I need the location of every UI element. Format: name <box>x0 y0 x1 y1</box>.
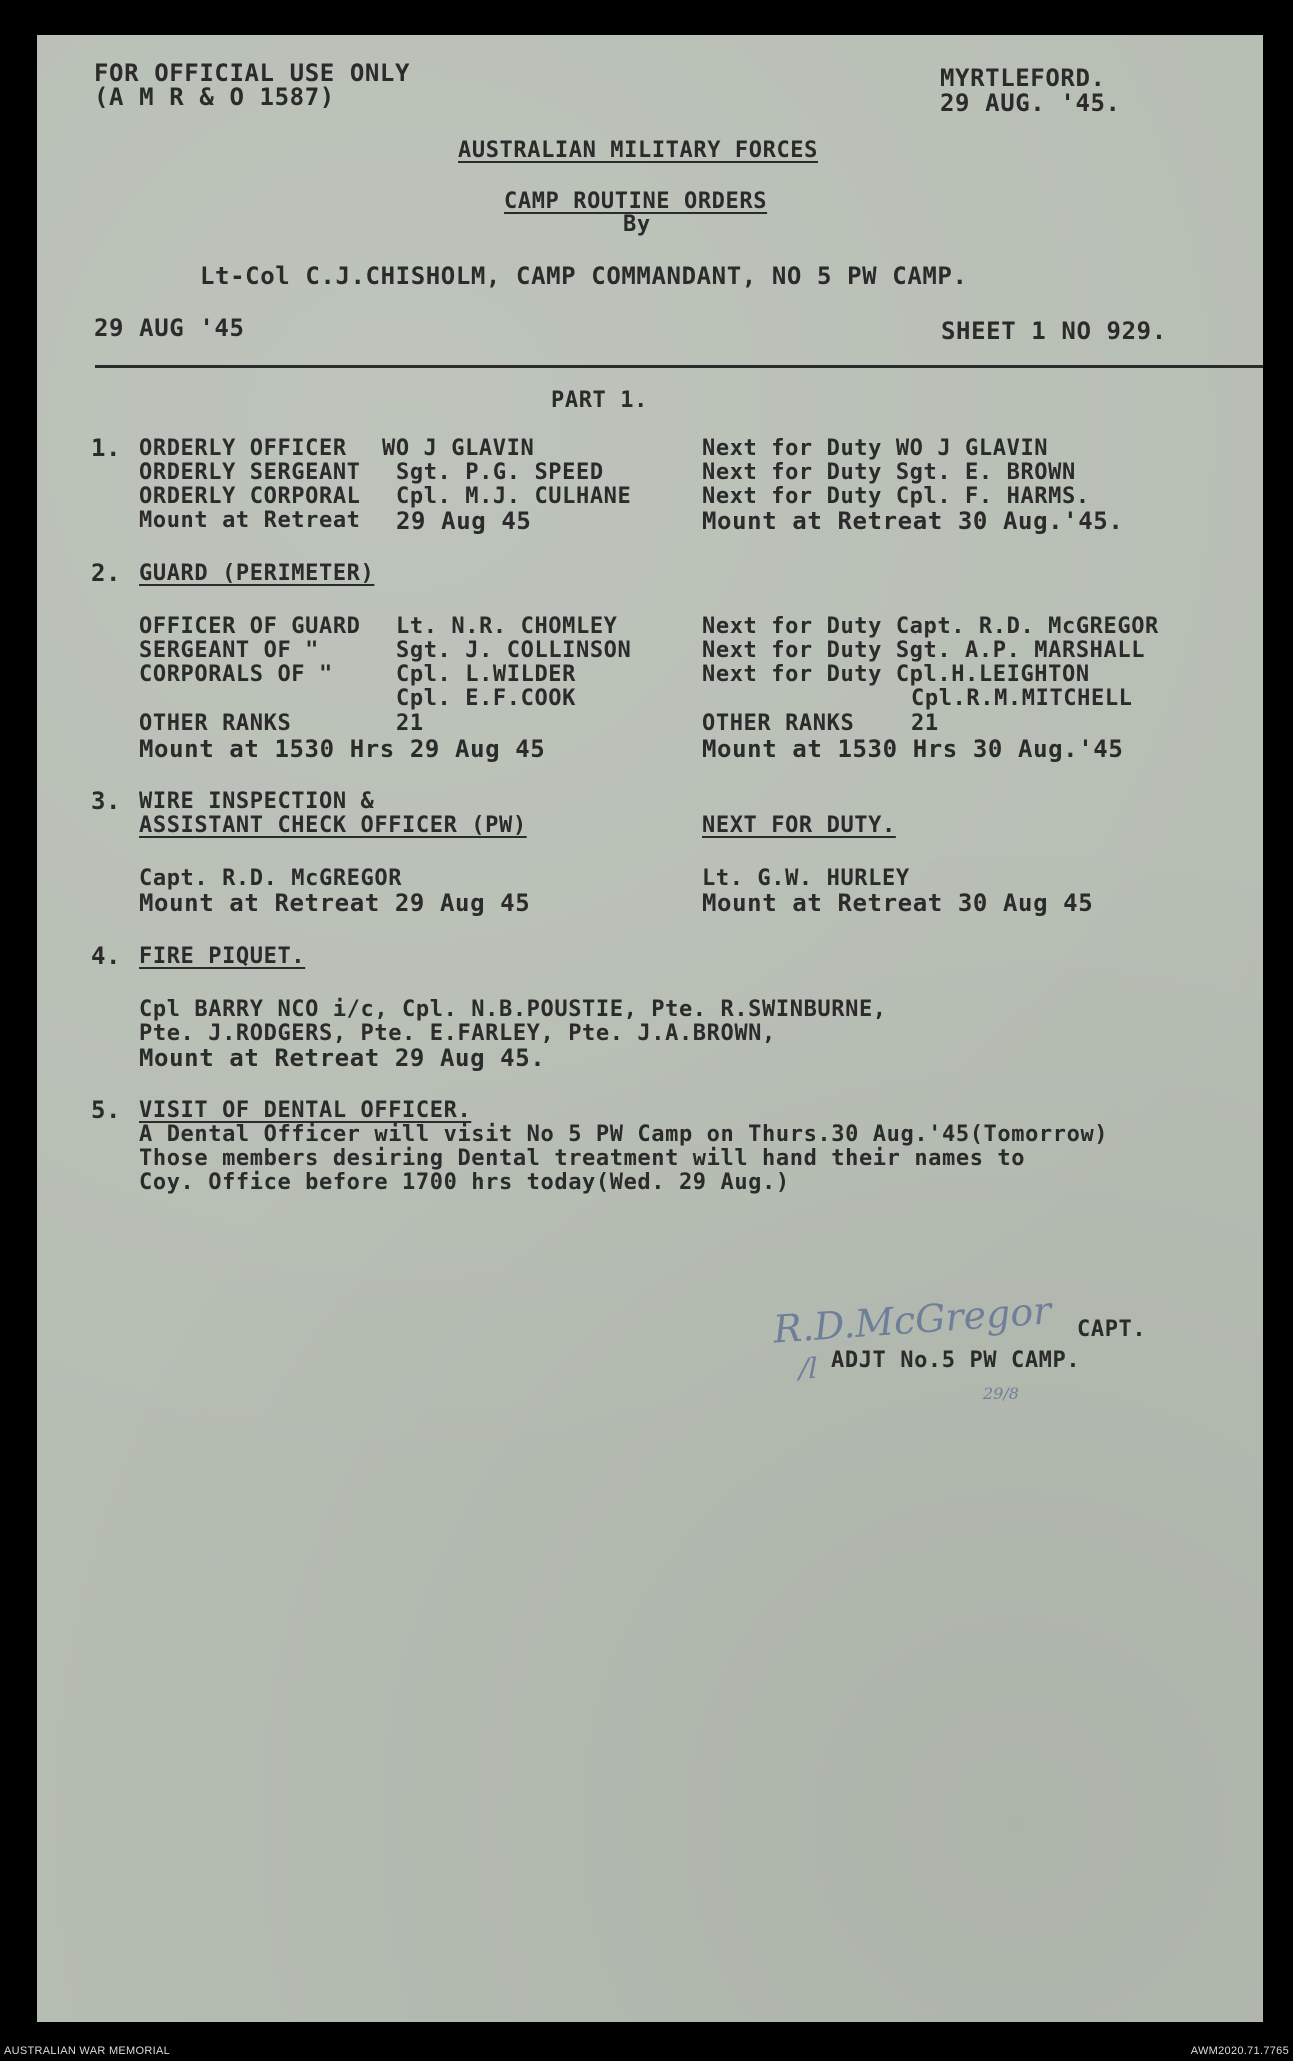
section-1-next-mount: Mount at Retreat 30 Aug.'45. <box>702 507 1124 535</box>
fire-piquet-line-1: Cpl BARRY NCO i/c, Cpl. N.B.POUSTIE, Pte. R.SWINBURNE, <box>139 997 887 1022</box>
orderly-officer-role: ORDERLY OFFICER <box>139 436 347 461</box>
orderly-corporal-name: Cpl. M.J. CULHANE <box>396 484 632 509</box>
orderly-corporal-role: ORDERLY CORPORAL <box>139 484 361 509</box>
sergeant-of-guard-role: SERGEANT OF " <box>139 638 319 663</box>
other-ranks-label: OTHER RANKS <box>139 711 292 736</box>
dental-officer-line-3: Coy. Office before 1700 hrs today(Wed. 29 Aug.) <box>139 1170 790 1195</box>
section-4-number: 4. <box>91 942 122 970</box>
wire-inspection-mount: Mount at Retreat 29 Aug 45 <box>139 889 531 917</box>
sergeant-of-guard-name: Sgt. J. COLLINSON <box>396 638 632 663</box>
wire-inspection-heading-2: ASSISTANT CHECK OFFICER (PW) <box>139 813 527 838</box>
section-3-number: 3. <box>91 787 122 815</box>
orderly-officer-next: Next for Duty WO J GLAVIN <box>702 436 1049 461</box>
wire-inspection-heading-1: WIRE INSPECTION & <box>139 789 375 814</box>
document-date: 29 AUG. '45. <box>940 89 1121 117</box>
reference-number: (A M R & O 1587) <box>94 83 335 111</box>
orderly-officer-name: WO J GLAVIN <box>382 436 535 461</box>
handwritten-signature: R.D.McGregor <box>771 1288 1053 1352</box>
document-page <box>37 35 1263 2022</box>
orderly-sergeant-next: Next for Duty Sgt. E. BROWN <box>702 460 1076 485</box>
corporal-of-guard-name-2: Cpl. E.F.COOK <box>396 686 576 711</box>
sheet-number: SHEET 1 NO 929. <box>941 317 1167 345</box>
section-1-number: 1. <box>91 434 122 462</box>
by-label: By <box>623 212 651 237</box>
section-2-number: 2. <box>91 559 122 587</box>
dental-officer-heading: VISIT OF DENTAL OFFICER. <box>139 1098 472 1123</box>
orderly-corporal-next: Next for Duty Cpl. F. HARMS. <box>702 484 1090 509</box>
sergeant-of-guard-next: Next for Duty Sgt. A.P. MARSHALL <box>702 638 1146 663</box>
guard-heading: GUARD (PERIMETER) <box>139 561 375 586</box>
part-heading: PART 1. <box>551 388 648 413</box>
orderly-sergeant-role: ORDERLY SERGEANT <box>139 460 361 485</box>
wire-inspection-next-officer: Lt. G.W. HURLEY <box>702 866 910 891</box>
handwritten-initial: /l <box>799 1352 818 1385</box>
next-other-ranks-value: 21 <box>911 711 939 736</box>
wire-inspection-officer: Capt. R.D. McGREGOR <box>139 866 403 891</box>
guard-mount: Mount at 1530 Hrs 29 Aug 45 <box>139 735 546 763</box>
signatory-appointment: ADJT No.5 PW CAMP. <box>831 1348 1081 1373</box>
handwritten-date: 29/8 <box>983 1384 1019 1403</box>
author-line: Lt-Col C.J.CHISHOLM, CAMP COMMANDANT, NO 5 PW CAMP. <box>200 262 968 290</box>
wire-inspection-next-mount: Mount at Retreat 30 Aug 45 <box>702 889 1094 917</box>
corporal-of-guard-name-1: Cpl. L.WILDER <box>396 662 576 687</box>
officer-of-guard-next: Next for Duty Capt. R.D. McGREGOR <box>702 614 1159 639</box>
officer-of-guard-role: OFFICER OF GUARD <box>139 614 361 639</box>
corporal-of-guard-next-2: Cpl.R.M.MITCHELL <box>911 686 1133 711</box>
section-5-number: 5. <box>91 1096 122 1124</box>
officer-of-guard-name: Lt. N.R. CHOMLEY <box>396 614 618 639</box>
guard-next-mount: Mount at 1530 Hrs 30 Aug.'45 <box>702 735 1124 763</box>
orderly-sergeant-name: Sgt. P.G. SPEED <box>396 460 604 485</box>
fire-piquet-line-2: Pte. J.RODGERS, Pte. E.FARLEY, Pte. J.A.BROWN, <box>139 1021 776 1046</box>
archive-accession-number: AWM2020.71.7765 <box>1190 2045 1289 2057</box>
corporal-of-guard-next-1: Next for Duty Cpl.H.LEIGHTON <box>702 662 1090 687</box>
organisation-title: AUSTRALIAN MILITARY FORCES <box>458 138 818 163</box>
next-other-ranks-label: OTHER RANKS <box>702 711 855 736</box>
header-divider <box>95 365 1263 368</box>
order-date: 29 AUG '45 <box>94 314 245 342</box>
fire-piquet-heading: FIRE PIQUET. <box>139 944 306 969</box>
restriction-label: FOR OFFICIAL USE ONLY <box>94 59 411 87</box>
document-title: CAMP ROUTINE ORDERS <box>504 189 768 214</box>
next-for-duty-heading: NEXT FOR DUTY. <box>702 813 896 838</box>
section-1-mount-label: Mount at Retreat <box>139 508 361 533</box>
archive-credit: AUSTRALIAN WAR MEMORIAL <box>4 2045 171 2057</box>
signatory-rank: CAPT. <box>1077 1317 1147 1342</box>
corporals-of-guard-role: CORPORALS OF " <box>139 662 333 687</box>
other-ranks-value: 21 <box>396 711 424 736</box>
location: MYRTLEFORD. <box>940 64 1106 92</box>
dental-officer-line-2: Those members desiring Dental treatment will hand their names to <box>139 1146 1026 1171</box>
dental-officer-line-1: A Dental Officer will visit No 5 PW Camp on Thurs.30 Aug.'45(Tomorrow) <box>139 1122 1109 1147</box>
fire-piquet-line-3: Mount at Retreat 29 Aug 45. <box>139 1044 546 1072</box>
section-1-mount-date: 29 Aug 45 <box>396 507 532 535</box>
